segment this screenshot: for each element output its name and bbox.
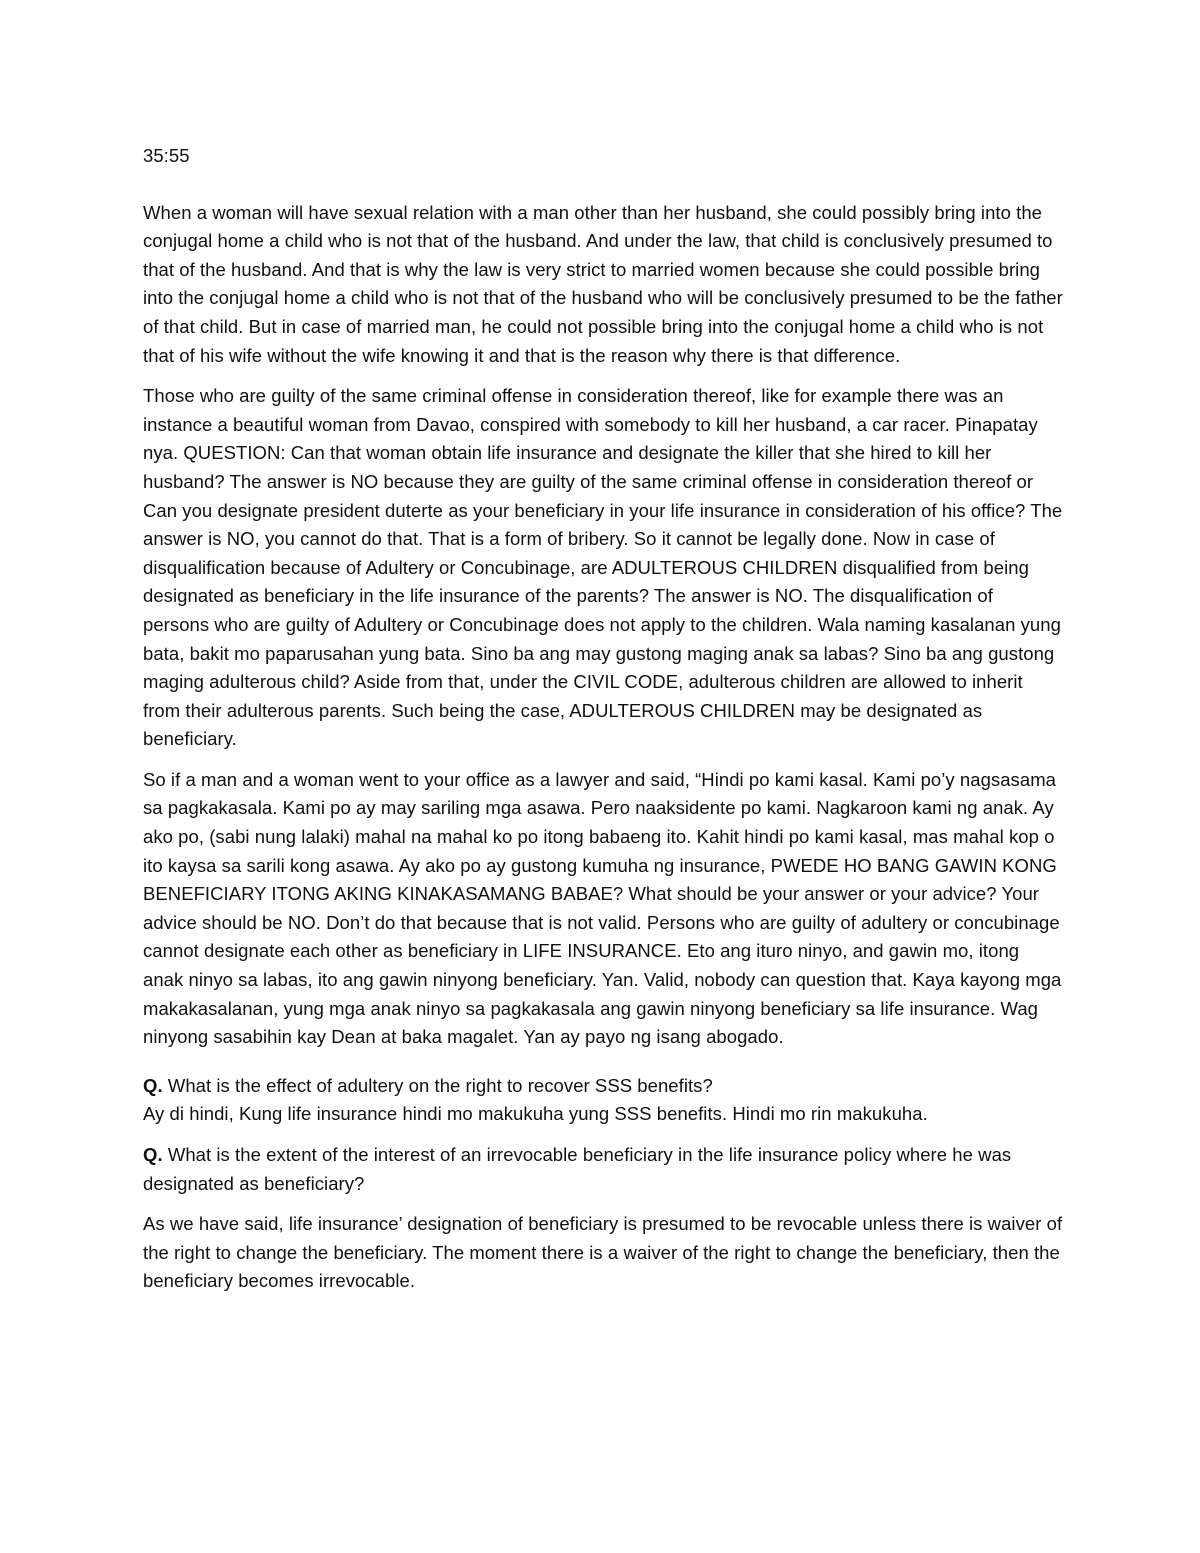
question-label: Q. [143,1074,163,1096]
question-sss-benefits [143,1072,1063,1101]
question-label: Q. [143,1144,163,1165]
paragraph-adultery-difference: When a woman will have sexual relation with a man other than her husband, she could possibly bring into the conjugal home a child who is not that of the husband. And under the law, that child is conclusively presumed to that of the husband. And that is why the law is very strict to married women because she could possible bring into the conjugal home a child who is not that of the husband who will be conclusively presumed to be the father of that child. But in case of married man, he could not possible bring into the conjugal home a child who is not that of his wife without the wife knowing it and that is the reason why there is that difference. [143,201,1063,366]
answer-irrevocable-beneficiary: As we have said, life insurance’ designation of beneficiary is presumed to be revocable unless there is waiver of the right to change the beneficiary. The moment there is a waiver of the right to change the beneficiary, then the beneficiary becomes irrevocable. [143,1213,1063,1292]
question-text: What is the effect of adultery on the right to recover SSS benefits? [162,1074,713,1096]
qa-sss-benefits [143,1072,1063,1129]
question-irrevocable-beneficiary [143,1141,1063,1198]
paragraph-lawyer-advice: So if a man and a woman went to your office as a lawyer and said, “Hindi po kami kasal. Kami po’y nagsasama sa pagkakasala. Kami po ay may sariling mga asawa. Pero naaksidente po kami. Nagkaroon kami ng anak. Ay ako po, (sabi nung lalaki) mahal na mahal ko po itong babaeng ito. Kahit hindi po kami kasal, mas mahal kop o ito kaysa sa sarili kong asawa. Ay ako po ay gustong kumuha ng insurance, PWEDE HO BANG GAWIN KONG BENEFICIARY ITONG AKING KINAKASAMANG BABAE? What should be your answer or your advice? Your advice should be NO. Don’t do that because that is not valid. Persons who are guilty of adultery or concubinage cannot designate each other as beneficiary in LIFE INSURANCE. Eto ang ituro ninyo, and gawin mo, itong anak ninyo sa labas, ito ang gawin ninyong beneficiary. Yan. Valid, nobody can question that. Kaya kayong mga makakasalanan, yung mga anak ninyo sa pagkakasala ang gawin ninyong beneficiary sa life insurance. Wag ninyong sasabihin kay Dean at baka magalet. Yan ay payo ng isang abogado. [143,768,1062,1048]
timestamp: 35:55 [143,145,190,166]
paragraph-criminal-offense: Those who are guilty of the same criminal offense in consideration thereof, like for example there was an instance a beautiful woman from Davao, conspired with somebody to kill her husband, a car racer. Pinapatay nya. QUESTION: Can that woman obtain life insurance and designate the killer that she hired to kill her husband? The answer is NO because they are guilty of the same criminal offense in consideration thereof or Can you designate president duterte as your beneficiary in your life insurance in consideration of his office? The answer is NO, you cannot do that. That is a form of bribery. So it cannot be legally done. Now in case of disqualification because of Adultery or Concubinage, are ADULTEROUS CHILDREN disqualified from being designated as beneficiary in the life insurance of the parents? The answer is NO. The disqualification of persons who are guilty of Adultery or Concubinage does not apply to the children. Wala naming kasalanan yung bata, bakit mo paparusahan yung bata. Sino ba ang may gustong maging anak sa labas? Sino ba ang gustong maging adulterous child? Aside from that, under the CIVIL CODE, adulterous children are allowed to inherit from their adulterous parents. Such being the case, ADULTEROUS CHILDREN may be designated as beneficiary. [143,385,1063,750]
qa-irrevocable-beneficiary [143,1141,1063,1296]
answer-sss-benefits: Ay di hindi, Kung life insurance hindi mo makukuha yung SSS benefits. Hindi mo rin makukuha. [143,1103,928,1125]
question-text: What is the extent of the interest of an irrevocable beneficiary in the life insurance policy where he was designated as beneficiary? [143,1144,1012,1194]
document-page [143,142,1063,1308]
